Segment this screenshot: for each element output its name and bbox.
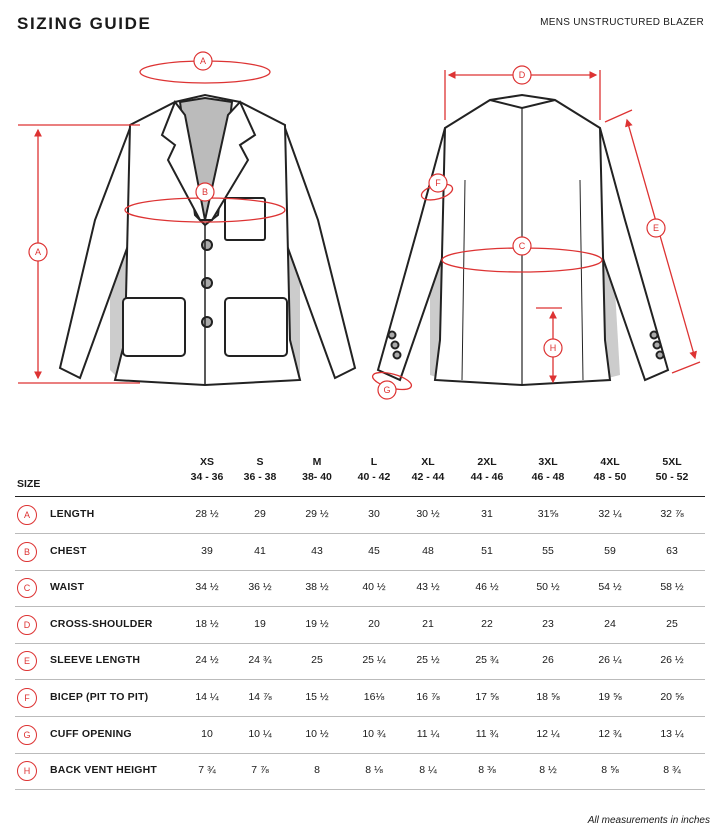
measurement-name: SLEEVE LENGTH: [50, 654, 141, 667]
size-col-xl: XL 42 - 44: [411, 456, 445, 483]
svg-text:A: A: [199, 56, 207, 66]
measurement-value: 26 ½: [660, 654, 684, 667]
measurement-code-badge: D: [17, 615, 37, 635]
measurement-value: 12 ¼: [536, 727, 560, 740]
measurement-value: 31: [481, 508, 493, 520]
measurement-value: 11 ¾: [475, 727, 499, 740]
measurement-code-badge: F: [17, 688, 37, 708]
size-col-l: L 40 - 42: [357, 456, 391, 483]
measurement-value: 59: [604, 544, 616, 557]
measurement-value: 39: [201, 544, 213, 557]
measurement-value: 24 ½: [195, 654, 219, 667]
measurement-value: 8: [314, 764, 320, 777]
measurement-value: 28 ½: [195, 508, 219, 520]
table-row: [0, 534, 720, 570]
measurement-value: 29 ½: [305, 508, 329, 520]
svg-text:B: B: [201, 187, 209, 197]
size-col-s: S 36 - 38: [243, 456, 277, 483]
measurement-value: 8 ⅜: [478, 764, 496, 777]
page-title: SIZING GUIDE: [17, 14, 152, 33]
measurement-name: BACK VENT HEIGHT: [50, 764, 158, 777]
measurement-value: 38 ½: [305, 581, 329, 594]
measurement-value: 24: [604, 617, 616, 630]
measurement-value: 11 ¼: [416, 727, 440, 740]
measurement-value: 48: [422, 544, 434, 557]
measurement-value: 46 ½: [475, 581, 499, 594]
measurement-value: 19 ½: [305, 617, 329, 630]
measurement-value: 19 ⅝: [598, 691, 622, 703]
table-row: [0, 570, 720, 606]
size-label: SIZE: [17, 478, 41, 490]
measurement-value: 24 ¾: [248, 654, 272, 667]
measurement-value: 10 ¼: [248, 727, 272, 740]
table-row: [0, 717, 720, 753]
measurement-value: 18 ½: [195, 617, 219, 630]
size-col-xs: XS 34 - 36: [190, 456, 224, 483]
measurement-name: CHEST: [50, 544, 87, 557]
measurement-value: 13 ¼: [660, 727, 684, 740]
measurement-value: 17 ⅝: [475, 691, 499, 703]
table-row: [0, 643, 720, 679]
size-col-5xl: 5XL 50 - 52: [655, 456, 689, 483]
measurement-value: 8 ½: [539, 764, 557, 777]
measurement-value: 8 ¾: [663, 764, 681, 777]
measurement-value: 7 ¾: [198, 764, 216, 777]
measurement-value: 25 ¾: [475, 654, 499, 667]
svg-text:H: H: [549, 343, 557, 353]
measurement-value: 12 ¾: [598, 727, 622, 740]
measurement-value: 25: [666, 617, 678, 630]
measurement-name: BICEP (PIT TO PIT): [50, 691, 149, 703]
measurement-value: 16⅛: [363, 691, 385, 703]
svg-text:D: D: [518, 70, 526, 80]
measurement-value: 43: [311, 544, 323, 557]
measurement-value: 43 ½: [416, 581, 440, 594]
measurement-value: 7 ⅞: [251, 764, 269, 777]
measurement-value: 25 ¼: [362, 654, 386, 667]
size-col-m: M 38- 40: [302, 456, 332, 483]
measurement-value: 14 ¼: [195, 691, 219, 703]
measurement-value: 32 ⅞: [660, 508, 684, 520]
measurement-value: 54 ½: [598, 581, 622, 594]
measurement-value: 34 ½: [195, 581, 219, 594]
svg-text:G: G: [383, 385, 391, 395]
table-row: [0, 607, 720, 643]
measurement-value: 8 ⅛: [365, 764, 383, 777]
size-col-4xl: 4XL 48 - 50: [593, 456, 627, 483]
size-col-2xl: 2XL 44 - 46: [470, 456, 504, 483]
measurement-value: 8 ⅝: [601, 764, 619, 777]
svg-text:C: C: [518, 241, 526, 251]
measurement-value: 25: [311, 654, 323, 667]
measurement-value: 25 ½: [416, 654, 440, 667]
measurement-value: 23: [542, 617, 554, 630]
measurement-value: 30: [368, 508, 380, 520]
row-divider: [15, 789, 705, 790]
measurement-value: 14 ⅞: [248, 691, 272, 703]
footnote: All measurements in inches: [587, 815, 710, 826]
measurement-name: WAIST: [50, 581, 85, 594]
table-row: [0, 680, 720, 716]
measurement-code-badge: A: [17, 505, 37, 525]
measurement-code-badge: C: [17, 578, 37, 598]
measurement-value: 50 ½: [536, 581, 560, 594]
measurement-code-badge: E: [17, 651, 37, 671]
measurement-value: 10: [201, 727, 213, 740]
measurement-value: 40 ½: [362, 581, 386, 594]
measurement-value: 18 ⅝: [536, 691, 560, 703]
measurement-value: 19: [254, 617, 266, 630]
table-row: [0, 497, 720, 533]
measurement-value: 20: [368, 617, 380, 630]
measurement-value: 26: [542, 654, 554, 667]
measurement-value: 32 ¼: [598, 508, 622, 520]
measurement-value: 55: [542, 544, 554, 557]
measurement-name: CROSS-SHOULDER: [50, 617, 153, 630]
measurement-value: 31⅝: [537, 508, 559, 520]
measurement-value: 45: [368, 544, 380, 557]
measurement-value: 29: [254, 508, 266, 520]
measurement-value: 16 ⅞: [416, 691, 440, 703]
size-header: [0, 456, 720, 496]
svg-text:E: E: [652, 223, 660, 233]
measurement-code-badge: H: [17, 761, 37, 781]
measurement-name: CUFF OPENING: [50, 727, 132, 740]
product-name: MENS UNSTRUCTURED BLAZER: [540, 17, 704, 28]
measurement-value: 30 ½: [416, 508, 440, 520]
measurement-value: 21: [422, 617, 434, 630]
measurement-name: LENGTH: [50, 508, 95, 520]
measurement-code-badge: G: [17, 725, 37, 745]
measurement-value: 10 ¾: [362, 727, 386, 740]
measurement-code-badge: B: [17, 542, 37, 562]
blazer-diagram: [0, 40, 720, 420]
table-row: [0, 753, 720, 789]
measurement-value: 58 ½: [660, 581, 684, 594]
measurement-value: 8 ¼: [419, 764, 437, 777]
svg-text:A: A: [34, 247, 42, 257]
measurement-value: 10 ½: [305, 727, 329, 740]
measurement-value: 20 ⅝: [660, 691, 684, 703]
measurement-value: 51: [481, 544, 493, 557]
svg-text:F: F: [435, 178, 441, 188]
measurement-value: 26 ¼: [598, 654, 622, 667]
measurement-value: 41: [254, 544, 266, 557]
measurement-value: 36 ½: [248, 581, 272, 594]
measurement-value: 22: [481, 617, 493, 630]
measurement-value: 63: [666, 544, 678, 557]
measurement-value: 15 ½: [305, 691, 329, 703]
size-col-3xl: 3XL 46 - 48: [531, 456, 565, 483]
front-view: [60, 95, 355, 385]
